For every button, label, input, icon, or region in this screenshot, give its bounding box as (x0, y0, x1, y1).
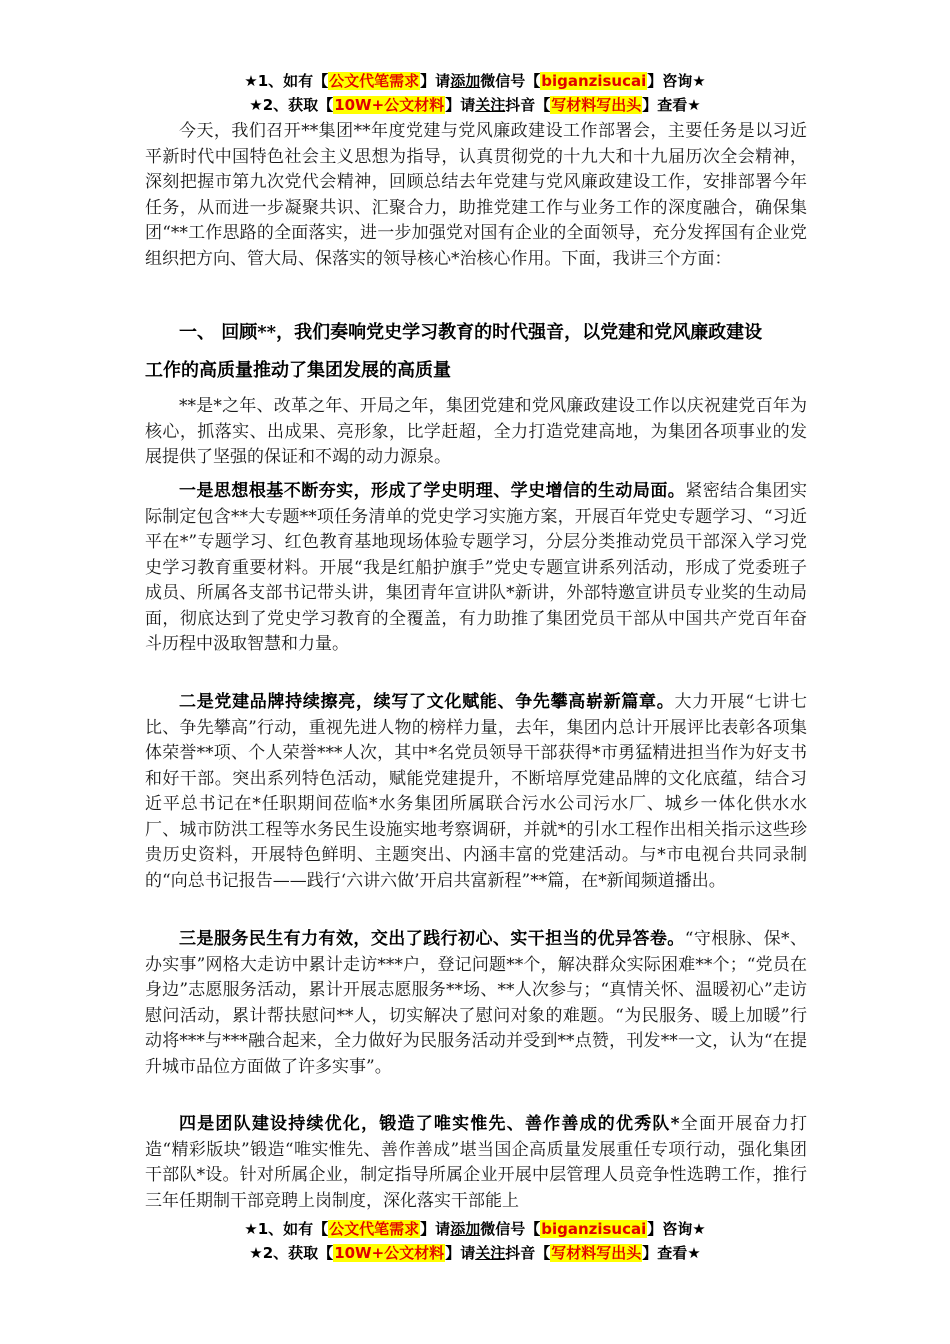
section-heading-line2: 工作的高质量推动了集团发展的高质量 (145, 360, 451, 381)
section-heading-line1: 一、 回顾**，我们奏响党史学习教育的时代强音，以党建和党风廉政建设 (179, 322, 763, 343)
point-three-paragraph: 三是服务民生有力有效，交出了践行初心、实干担当的优异答卷。“守根脉、保*、办实事”网格大走访中累计走访***户，登记问题**个，解决群众实际困难**个；“党员在身边”志愿服务活动，累计开展志愿服务**场、**人次参与；“真情关怀、温暖初心”走访慰问活动，累计帮扶慰问**人，切实解决了慰问对象的难题。“为民服务、暖上加暖”行动将***与***融合起来，全力做好为民服务活动并受到**点赞，刊发**一文，认为“在提升城市品位方面做了许多实事”。 (145, 929, 807, 1077)
section-intro-block (145, 394, 807, 471)
promo-banner-line1: ★1、如有【公文代笔需求】请添加微信号【biganzisucai】咨询★ (244, 72, 706, 90)
point-two-lead: 二是党建品牌持续擦亮，续写了文化赋能、争先攀高崭新篇章。 (179, 692, 675, 712)
highlight-service: 公文代笔需求 (329, 72, 420, 90)
promo-banner-bottom-line2: ★2、获取【10W+公文材料】请关注抖音【写材料写出头】查看★ (249, 1244, 701, 1262)
promo-banner-line2: ★2、获取【10W+公文材料】请关注抖音【写材料写出头】查看★ (249, 96, 701, 114)
section-intro-paragraph: **是*之年、改革之年、开局之年，集团党建和党风廉政建设工作以庆祝建党百年为核心，抓落实、出成果、亮形象，比学赶超，全力打造党建高地，为集团各项事业的发展提供了坚强的保证和不竭的动力源泉。 (145, 396, 807, 467)
highlight-douyin: 写材料写出头 (551, 96, 642, 114)
point-one-block (145, 479, 807, 658)
intro-block (145, 119, 807, 272)
point-three-lead: 三是服务民生有力有效，交出了践行初心、实干担当的优异答卷。 (179, 929, 685, 949)
point-four-block (145, 1112, 807, 1214)
intro-paragraph: 今天，我们召开**集团**年度党建与党风廉政建设工作部署会，主要任务是以习近平新时代中国特色社会主义思想为指导，认真贯彻党的十九大和十九届历次全会精神，深刻把握市第九次党代会精神，回顾总结去年党建与党风廉政建设工作，安排部署今年任务，从而进一步凝聚共识、汇聚合力，助推党建工作与业务工作的深度融合，确保集团“**工作思路的全面落实，进一步加强党对国有企业的全面领导，充分发挥国有企业党组织把方向、管大局、保落实的领导核心*治核心作用。下面，我讲三个方面： (145, 121, 807, 269)
highlight-materials: 10W+公文材料 (334, 96, 445, 114)
point-two-block (145, 690, 807, 894)
promo-banner-bottom-line1: ★1、如有【公文代笔需求】请添加微信号【biganzisucai】咨询★ (244, 1220, 706, 1238)
point-one-paragraph: 一是思想根基不断夯实，形成了学史明理、学史增信的生动局面。紧密结合集团实际制定包含**大专题**项任务清单的党史学习实施方案，开展百年党史专题学习、“习近平在*”专题学习、红色教育基地现场体验专题学习，分层分类推动党员干部深入学习党史学习教育重要材料。开展“我是红船护旗手”党史专题宣讲系列活动，形成了党委班子成员、所属各支部书记带头讲，集团青年宣讲队*新讲，外部特邀宣讲员专业奖的生动局面，彻底达到了党史学习教育的全覆盖，有力助推了集团党员干部从中国共产党百年奋斗历程中汲取智慧和力量。 (145, 481, 808, 654)
point-three-block (145, 927, 807, 1080)
point-four-paragraph: 四是团队建设持续优化，锻造了唯实惟先、善作善成的优秀队*全面开展奋力打造“精彩版块”锻造“唯实惟先、善作善成”堪当国企高质量发展重任专项行动，强化集团干部队*设。针对所属企业，制定指导所属企业开展中层管理人员竞争性选聘工作，推行三年任期制干部竞聘上岗制度，深化落实干部能上 (145, 1114, 808, 1211)
highlight-wechat-id: biganzisucai (541, 72, 647, 90)
point-two-paragraph: 二是党建品牌持续擦亮，续写了文化赋能、争先攀高崭新篇章。大力开展“七讲七比、争先攀高”行动，重视先进人物的榜样力量，去年，集团内总计开展评比表彰各项集体荣誉**项、个人荣誉***人次，其中*名党员领导干部获得*市勇猛精进担当作为好支书和好干部。突出系列特色活动，赋能党建提升，不断培厚党建品牌的文化底蕴，结合习近平总书记在*任职期间莅临*水务集团所属联合污水公司污水厂、城乡一体化供水水厂、城市防洪工程等水务民生设施实地考察调研，并就*的引水工程作出相关指示这些珍贵历史资料，开展特色鲜明、主题突出、内涵丰富的党建活动。与*市电视台共同录制的“向总书记报告——践行‘六讲六做’开启共富新程”**篇，在*新闻频道播出。 (145, 692, 807, 891)
point-one-lead: 一是思想根基不断夯实，形成了学史明理、学史增信的生动局面。 (179, 481, 686, 501)
point-four-lead: 四是团队建设持续优化，锻造了唯实惟先、善作善成的优秀队* (179, 1114, 680, 1134)
